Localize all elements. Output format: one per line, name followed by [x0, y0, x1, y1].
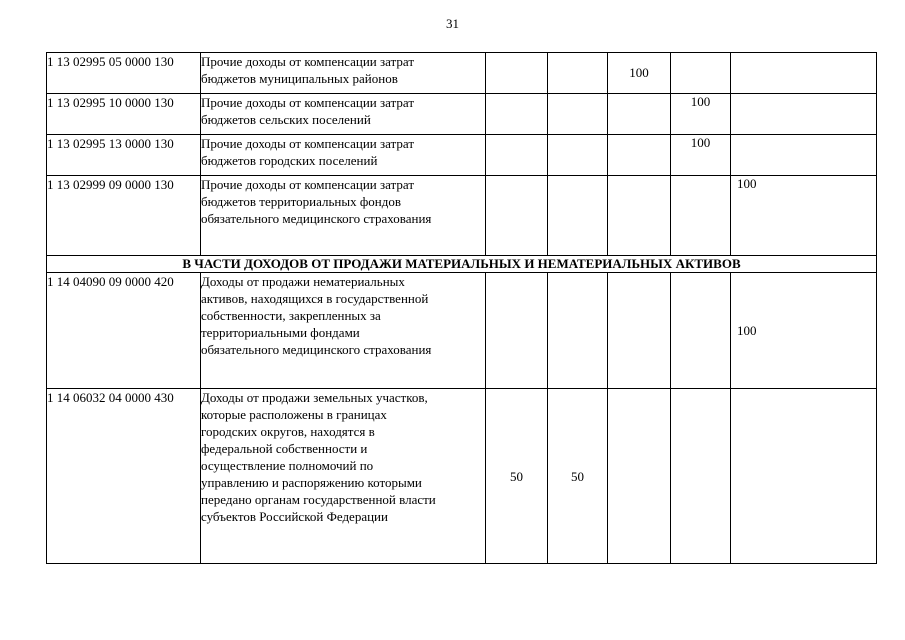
- budget-code: 1 13 02995 05 0000 130: [47, 53, 201, 94]
- budget-code: 1 13 02995 13 0000 130: [47, 135, 201, 176]
- value-cell-3: 100: [608, 53, 671, 94]
- value-cell-2: [548, 53, 608, 94]
- table-row: [47, 389, 877, 564]
- value-cell-1: [486, 94, 548, 135]
- section-header-row: [47, 256, 877, 273]
- value-cell-5: [731, 53, 877, 94]
- value-cell-2: 50: [548, 389, 608, 564]
- revenue-description: Доходы от продажи нематериальных активов, находящихся в государственной собственности, закрепленных за территориальными фондами обязательного медицинского страхования: [201, 273, 486, 389]
- budget-code: 1 13 02999 09 0000 130: [47, 176, 201, 256]
- value-cell-4: 100: [671, 94, 731, 135]
- value-cell-1: 50: [486, 389, 548, 564]
- value-cell-3: [608, 135, 671, 176]
- value-cell-4: [671, 176, 731, 256]
- revenue-description: Прочие доходы от компенсации затрат бюджетов территориальных фондов обязательного медицинского страхования: [201, 176, 486, 256]
- table-row: [47, 94, 877, 135]
- revenue-description: Доходы от продажи земельных участков, которые расположены в границах городских округов, находятся в федеральной собственности и осуществление полномочий по управлению и распоряжению которыми передано органам государственной власти субъектов Российской Федерации: [201, 389, 486, 564]
- revenue-classification-table: [46, 52, 877, 564]
- value-cell-3: [608, 389, 671, 564]
- value-cell-3: [608, 273, 671, 389]
- value-cell-4: [671, 53, 731, 94]
- budget-code: 1 14 04090 09 0000 420: [47, 273, 201, 389]
- value-cell-2: [548, 135, 608, 176]
- value-cell-1: [486, 53, 548, 94]
- value-cell-3: [608, 94, 671, 135]
- table-row: [47, 135, 877, 176]
- value-cell-1: [486, 273, 548, 389]
- value-cell-2: [548, 94, 608, 135]
- value-cell-5: 100: [731, 176, 877, 256]
- value-cell-4: 100: [671, 135, 731, 176]
- page-number: 31: [446, 16, 459, 31]
- revenue-description: Прочие доходы от компенсации затрат бюджетов муниципальных районов: [201, 53, 486, 94]
- value-cell-5: [731, 94, 877, 135]
- budget-code: 1 14 06032 04 0000 430: [47, 389, 201, 564]
- table-row: [47, 273, 877, 389]
- revenue-description: Прочие доходы от компенсации затрат бюджетов сельских поселений: [201, 94, 486, 135]
- value-cell-1: [486, 135, 548, 176]
- value-cell-4: [671, 389, 731, 564]
- value-cell-4: [671, 273, 731, 389]
- table-row: [47, 176, 877, 256]
- value-cell-2: [548, 176, 608, 256]
- section-header: В ЧАСТИ ДОХОДОВ ОТ ПРОДАЖИ МАТЕРИАЛЬНЫХ И НЕМАТЕРИАЛЬНЫХ АКТИВОВ: [47, 256, 877, 273]
- revenue-description: Прочие доходы от компенсации затрат бюджетов городских поселений: [201, 135, 486, 176]
- value-cell-5: [731, 135, 877, 176]
- value-cell-3: [608, 176, 671, 256]
- value-cell-2: [548, 273, 608, 389]
- value-cell-1: [486, 176, 548, 256]
- value-cell-5: 100: [731, 273, 877, 389]
- budget-code: 1 13 02995 10 0000 130: [47, 94, 201, 135]
- table-row: [47, 53, 877, 94]
- value-cell-5: [731, 389, 877, 564]
